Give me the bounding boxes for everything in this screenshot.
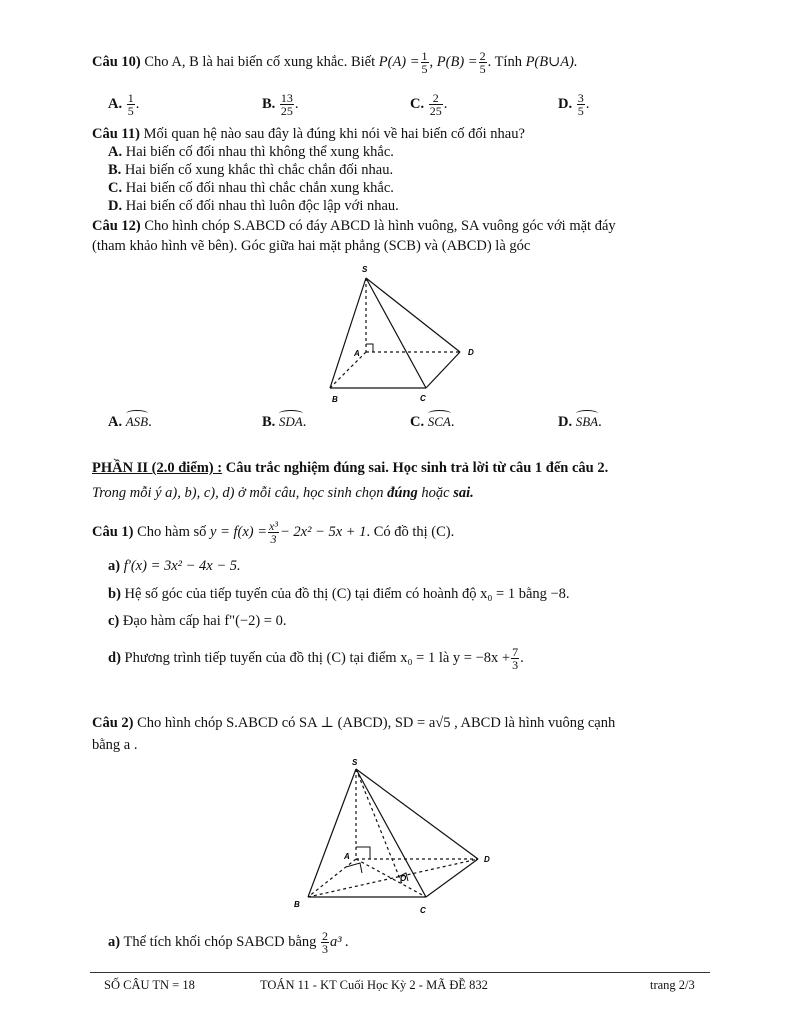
p2q2-label: Câu 2) — [92, 715, 134, 731]
q12-option-d: D. SBA. — [558, 414, 602, 430]
p2q1-stem: Câu 1) Cho hàm số y = f(x) = $\frac{\text{x³}}{3}$ − 2x² − 5x + 1. Có đồ thị (C). — [92, 519, 455, 546]
q11-label: Câu 11) — [92, 126, 140, 142]
q10-pb-frac: $\frac{2}{5}$ — [479, 49, 486, 76]
p2q1-part-b: b) Hệ số góc của tiếp tuyến của đồ thị (C) tại điểm có hoành độ x₀ = 1 bằng −8. — [108, 586, 570, 602]
q11-option-b: B. Hai biến cố xung khắc thì chắc chắn đối nhau. — [108, 162, 394, 178]
q10-option-a: A. $\frac{1}{5}$ . — [108, 91, 140, 118]
p2q2-pyramid-diagram — [290, 755, 500, 915]
part2-instructions: Trong mỗi ý a), b), c), d) ở mỗi câu, học sinh chọn đúng hoặc sai. — [92, 485, 474, 501]
q11-stem — [92, 126, 525, 143]
p2q2-part-a: a) Thể tích khối chóp SABCD bằng $\frac{2}{3}$ a³ . — [108, 929, 349, 956]
q10-pb: P(B) = — [436, 53, 478, 70]
p2q2-label-s: S — [352, 758, 358, 767]
q12-label: Câu 12) — [92, 218, 141, 234]
q10-ask-expr: P(B∪A). — [525, 53, 578, 70]
q10-stem: Câu 10) Cho A, B là hai biến cố xung khắc. Biết P(A) = $\frac{1}{5}$ , P(B) = $\frac{2}{5}$ . Tính P(B∪A). — [92, 49, 578, 76]
q12-label-s: S — [362, 265, 368, 274]
q10-pa: P(A) = — [378, 53, 420, 70]
p2q2-label-c: C — [420, 906, 426, 915]
q12-line2: (tham khảo hình vẽ bên). Góc giữa hai mặt phẳng (SCB) và (ABCD) là góc — [92, 238, 531, 254]
q12-option-b: B. SDA. — [262, 414, 307, 430]
p2q1-part-a: a) f'(x) = 3x² − 4x − 5. — [108, 558, 241, 574]
p2q2-stem: Câu 2) Cho hình chóp S.ABCD có SA ⊥ (ABCD), SD = a√5 , ABCD là hình vuông cạnh — [92, 715, 616, 731]
q12-line1: Câu 12) Cho hình chóp S.ABCD có đáy ABCD là hình vuông, SA vuông góc với mặt đáy — [92, 218, 616, 234]
p2q2-label-d: D — [484, 855, 490, 864]
p2q1-part-d: d) Phương trình tiếp tuyến của đồ thị (C) tại điểm x₀ = 1 là y = −8x + $\frac{7}{3}$ . — [108, 645, 524, 672]
q10-pa-frac: $\frac{1}{5}$ — [421, 49, 428, 76]
footer-page-number: trang 2/3 — [650, 978, 695, 992]
footer-left: SỐ CÂU TN = 18 — [104, 978, 195, 992]
q10-ask: . Tính — [487, 53, 522, 70]
q11-text: Mối quan hệ nào sau đây là đúng khi nói về hai biến cố đối nhau? — [143, 126, 525, 142]
p2q2-label-o: O — [400, 874, 407, 883]
q12-label-b: B — [332, 395, 338, 404]
p2q2-label-b: B — [294, 900, 300, 909]
footer-center: TOÁN 11 - KT Cuối Học Kỳ 2 - MÃ ĐỀ 832 — [260, 978, 488, 992]
q11-option-a: A. Hai biến cố đối nhau thì không thể xung khắc. — [108, 144, 394, 160]
q12-label-c: C — [420, 394, 426, 403]
part2-heading — [92, 460, 608, 477]
q10-text: Cho A, B là hai biến cố xung khắc. Biết — [144, 53, 376, 70]
q12-pyramid-diagram — [320, 260, 490, 405]
q10-option-c: C. $\frac{2}{25}$ . — [410, 91, 448, 118]
q10-label: Câu 10) — [92, 53, 141, 70]
q12-label-d: D — [468, 348, 474, 357]
q10-option-b: B. $\frac{13}{25}$ . — [262, 91, 299, 118]
q11-option-d: D. Hai biến cố đối nhau thì luôn độc lập với nhau. — [108, 198, 399, 214]
p2q1-part-c: c) Đạo hàm cấp hai f"(−2) = 0. — [108, 613, 287, 629]
footer-divider — [90, 972, 710, 973]
part2-title: PHẦN II (2.0 điểm) : — [92, 460, 223, 476]
q12-option-a: A. ASB. — [108, 414, 152, 430]
q12-option-c: C. SCA. — [410, 414, 455, 430]
part2-title-rest: Câu trắc nghiệm đúng sai. Học sinh trả lời từ câu 1 đến câu 2. — [225, 460, 609, 476]
p2q2-stem-2: bằng a . — [92, 737, 138, 753]
p2q2-label-a: A — [344, 852, 350, 861]
p2q1-label: Câu 1) — [92, 523, 134, 540]
q11-option-c: C. Hai biến cố đối nhau thì chắc chắn xung khắc. — [108, 180, 394, 196]
q10-option-d: D. $\frac{3}{5}$ . — [558, 91, 590, 118]
q12-label-a: A — [354, 349, 360, 358]
